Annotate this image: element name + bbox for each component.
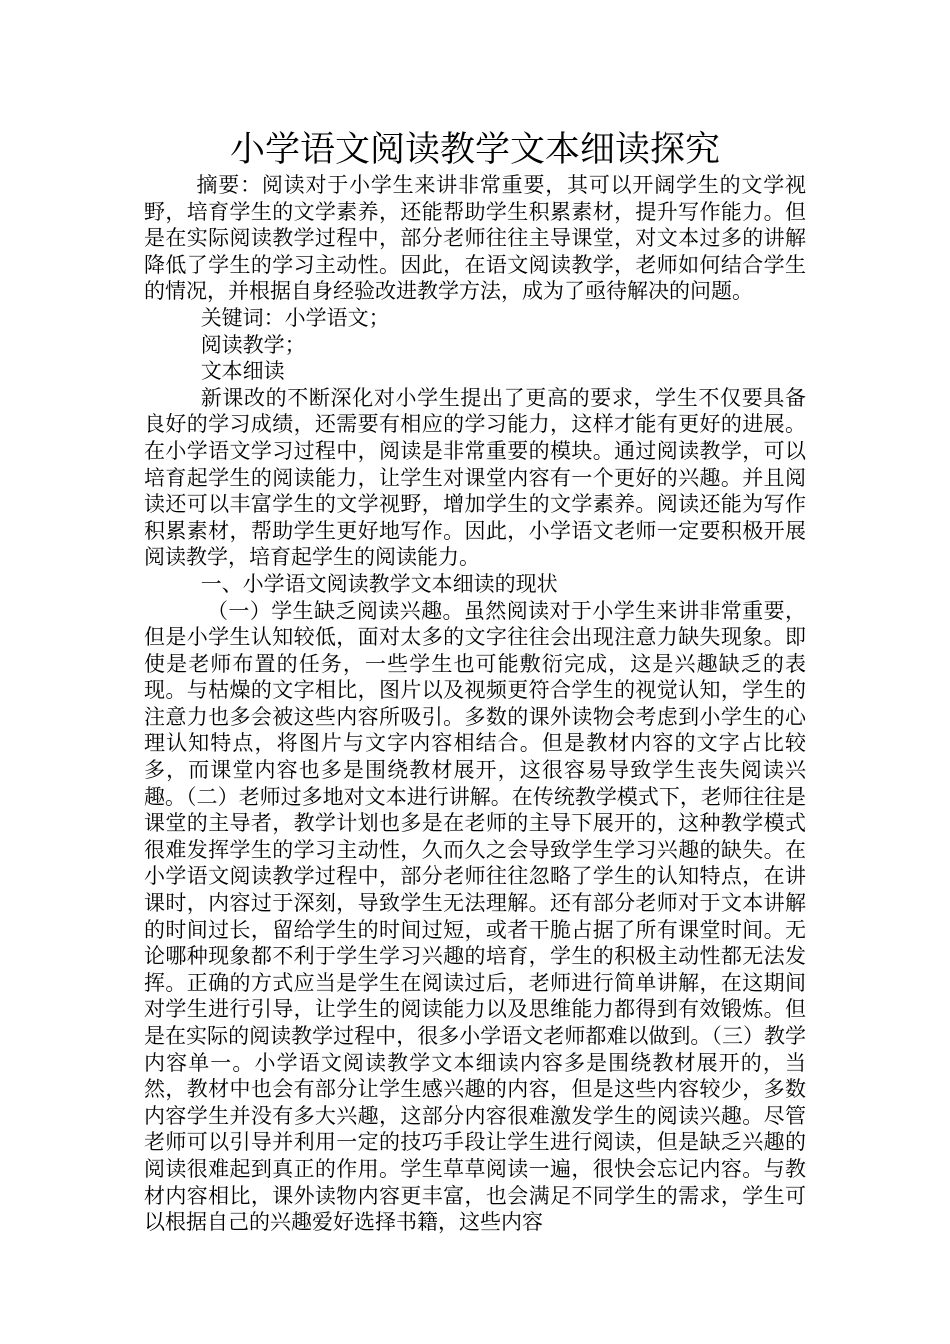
document-title: 小学语文阅读教学文本细读探究 (229, 130, 720, 170)
keyword-item: 文本细读 (200, 359, 285, 384)
intro-paragraph: 新课改的不断深化对小学生提出了更高的要求，学生不仅要具备良好的学习成绩，还需要有相应的学习能力，这样才能有更好的进展。在小学语文学习过程中，阅读是非常重要的模块。通过阅读教学，可以培育起学生的阅读能力，让学生对课堂内容有一个更好的兴趣。并且阅读还可以丰富学生的文学视野，增加学生的文学素养。阅读还能为写作积累素材，帮助学生更好地写作。因此，小学语文老师一定要积极开展阅读教学，培育起学生的阅读能力。 (144, 385, 806, 570)
document-body (144, 172, 806, 1236)
section-heading: 一、小学语文阅读教学文本细读的现状 (200, 571, 558, 596)
keyword-item: 阅读教学； (200, 332, 306, 357)
section-paragraph: （一）学生缺乏阅读兴趣。虽然阅读对于小学生来讲非常重要，但是小学生认知较低，面对太多的文字往往会出现注意力缺失现象。即使是老师布置的任务，一些学生也可能敷衍完成，这是兴趣缺乏的表现。与枯燥的文字相比，图片以及视频更符合学生的视觉认知，学生的注意力也多会被这些内容所吸引。多数的课外读物会考虑到小学生的心理认知特点，将图片与文字内容相结合。但是教材内容的文字占比较多，而课堂内容也多是围绕教材展开，这很容易导致学生丧失阅读兴趣。（二）老师过多地对文本进行讲解。在传统教学模式下，老师往往是课堂的主导者，教学计划也多是在老师的主导下展开的，这种教学模式很难发挥学生的学习主动性，久而久之会导致学生学习兴趣的缺失。在小学语文阅读教学过程中，部分老师往往忽略了学生的认知特点，在讲课时，内容过于深刻，导致学生无法理解。还有部分老师对于文本讲解的时间过长，留给学生的时间过短，或者干脆占据了所有课堂时间。无论哪种现象都不利于学生学习兴趣的培育，学生的积极主动性都无法发挥。正确的方式应当是学生在阅读过后，老师进行简单讲解，在这期间对学生进行引导，让学生的阅读能力以及思维能力都得到有效锻炼。但是在实际的阅读教学过程中，很多小学语文老师都难以做到。（三）教学内容单一。小学语文阅读教学文本细读内容多是围绕教材展开的，当然，教材中也会有部分让学生感兴趣的内容，但是这些内容较少，多数内容学生并没有多大兴趣，这部分内容很难激发学生的阅读兴趣。尽管老师可以引导并利用一定的技巧手段让学生进行阅读，但是缺乏兴趣的阅读很难起到真正的作用。学生草草阅读一遍，很快会忘记内容。与教材内容相比，课外读物内容更丰富，也会满足不同学生的需求，学生可以根据自己的兴趣爱好选择书籍，这些内容 (144, 598, 806, 1235)
abstract-paragraph: 摘要：阅读对于小学生来讲非常重要，其可以开阔学生的文学视野，培育学生的文学素养，还能帮助学生积累素材，提升写作能力。但是在实际阅读教学过程中，部分老师往往主导课堂，对文本过多的讲解降低了学生的学习主动性。因此，在语文阅读教学，老师如何结合学生的情况，并根据自身经验改进教学方法，成为了亟待解决的问题。 (144, 173, 806, 304)
keywords-line: 关键词：小学语文； (200, 305, 390, 330)
